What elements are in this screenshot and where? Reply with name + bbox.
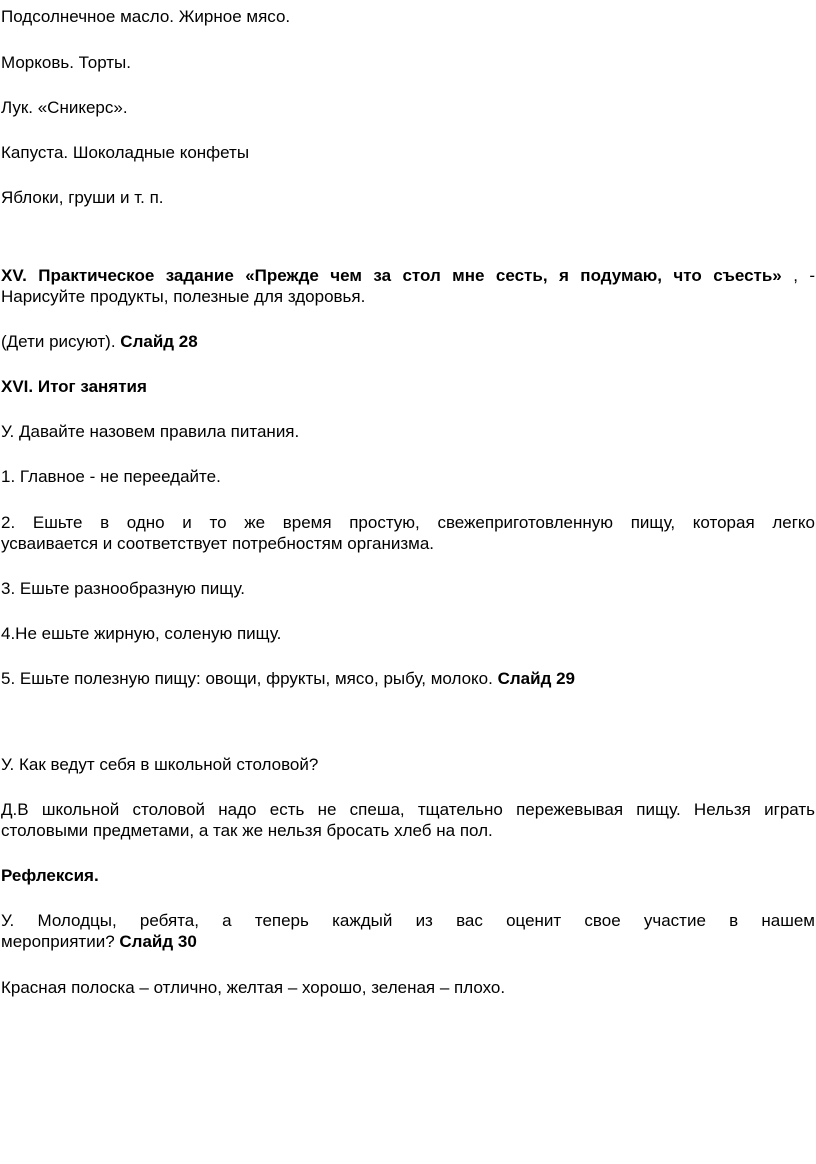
rule-5 xyxy=(1,668,815,690)
food-list-item: Подсолнечное масло. Жирное мясо. xyxy=(1,7,291,26)
section-xv-heading-line xyxy=(1,265,815,287)
section-xv-heading: XV. Практическое задание «Прежде чем за стол мне сесть, я подумаю, что съесть» xyxy=(1,266,782,285)
section-xv-task: Нарисуйте продукты, полезные для здоровья. xyxy=(1,287,366,306)
strips-rating: Красная полоска – отлично, желтая – хорошо, зеленая – плохо. xyxy=(1,978,506,997)
slide-30-label: Слайд 30 xyxy=(119,932,197,951)
food-list-item: Капуста. Шоколадные конфеты xyxy=(1,143,250,162)
reflection-heading: Рефлексия. xyxy=(1,866,99,885)
food-list-item: Лук. «Сникерс». xyxy=(1,98,128,117)
reflection-question-line-2 xyxy=(1,931,815,953)
rule-5-text: 5. Ешьте полезную пищу: овощи, фрукты, мясо, рыбу, молоко. xyxy=(1,669,498,688)
teacher-question-canteen: У. Как ведут себя в школьной столовой? xyxy=(1,755,319,774)
section-xvi-heading: XVI. Итог занятия xyxy=(1,377,147,396)
rule-1: 1. Главное - не переедайте. xyxy=(1,467,221,486)
teacher-question-rules: У. Давайте назовем правила питания. xyxy=(1,422,300,441)
food-list-item: Морковь. Торты. xyxy=(1,53,131,72)
children-answer-line-2: столовыми предметами, а так же нельзя бросать хлеб на пол. xyxy=(1,821,493,840)
rule-2-line-2: усваивается и соответствует потребностям организма. xyxy=(1,534,435,553)
rule-3: 3. Ешьте разнообразную пищу. xyxy=(1,579,246,598)
rule-4: 4.Не ешьте жирную, соленую пищу. xyxy=(1,624,282,643)
rule-2-line-1: 2. Ешьте в одно и то же время простую, свежеприготовленную пищу, которая легко xyxy=(1,513,815,532)
reflection-question-line-1: У. Молодцы, ребята, а теперь каждый из вас оценит свое участие в нашем xyxy=(1,911,815,930)
children-draw-line xyxy=(1,331,815,353)
section-xv-tail: , - xyxy=(781,266,815,285)
children-draw-text: (Дети рисуют). xyxy=(1,332,121,351)
slide-28-label: Слайд 28 xyxy=(120,332,198,351)
food-list-item: Яблоки, груши и т. п. xyxy=(1,188,164,207)
children-answer-line-1: Д.В школьной столовой надо есть не спеша, тщательно пережевывая пищу. Нельзя играть xyxy=(1,800,815,819)
reflection-question-text: мероприятии? xyxy=(1,932,120,951)
slide-29-label: Слайд 29 xyxy=(497,669,575,688)
